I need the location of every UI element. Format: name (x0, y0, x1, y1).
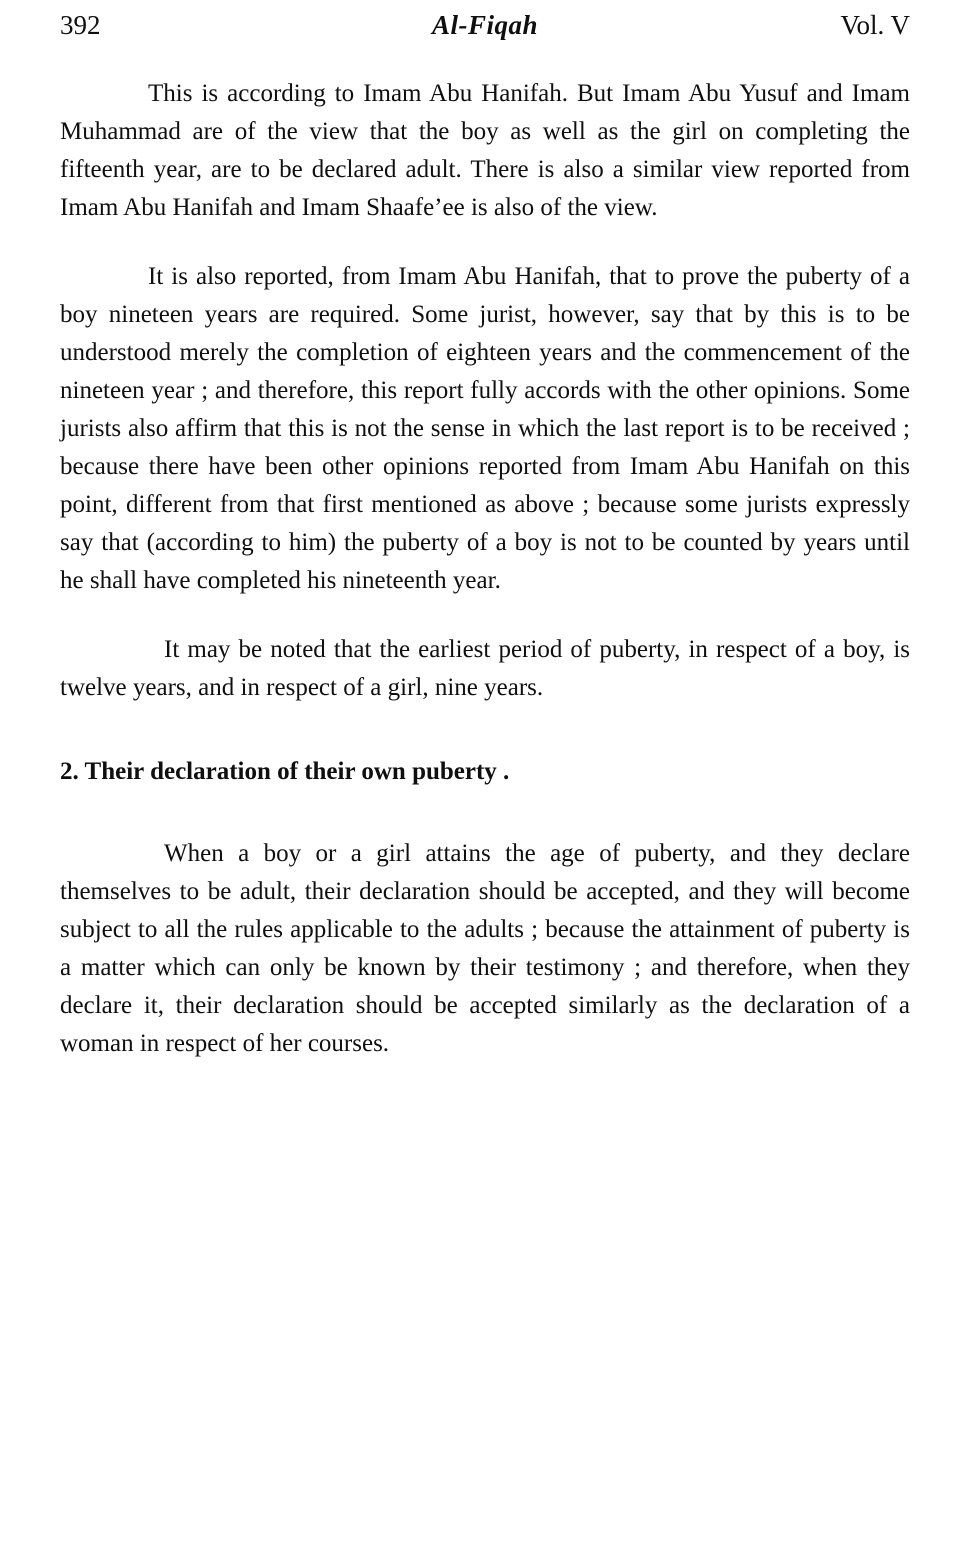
paragraph: It may be noted that the earliest period of puberty, in respect of a boy, is twelve years, and in respect of a girl, nine years. (60, 636, 910, 701)
page-number: 392 (60, 10, 101, 40)
page-header (60, 10, 910, 41)
body-text (60, 75, 910, 1063)
section-heading: 2. Their declaration of their own puberty . (60, 758, 510, 785)
paragraph: This is according to Imam Abu Hanifah. But Imam Abu Yusuf and Imam Muhammad are of the view that the boy as well as the girl on completing the fifteenth year, are to be declared adult. There is also a similar view reported from Imam Abu Hanifah and Imam Shaafe’ee is also of the view. (60, 80, 910, 221)
book-title: Al-Fiqah (431, 10, 539, 40)
volume-label: Vol. V (840, 10, 910, 40)
paragraph: It is also reported, from Imam Abu Hanifah, that to prove the puberty of a boy nineteen years are required. Some jurist, however, say that by this is to be understood merely the completion of eighteen years and the commencement of the nineteen year ; and therefore, this report fully accords with the other opinions. Some jurists also affirm that this is not the sense in which the last report is to be received ; because there have been other opinions reported from Imam Abu Hanifah on this point, different from that first mentioned as above ; because some jurists expressly say that (according to him) the puberty of a boy is not to be counted by years until he shall have completed his nineteenth year. (60, 263, 910, 594)
paragraph: When a boy or a girl attains the age of puberty, and they declare themselves to be adult, their declaration should be accepted, and they will become subject to all the rules applicable to the adults ; because the attainment of puberty is a matter which can only be known by their testimony ; and therefore, when they declare it, their declaration should be accepted similarly as the declaration of a woman in respect of her courses. (60, 840, 910, 1057)
